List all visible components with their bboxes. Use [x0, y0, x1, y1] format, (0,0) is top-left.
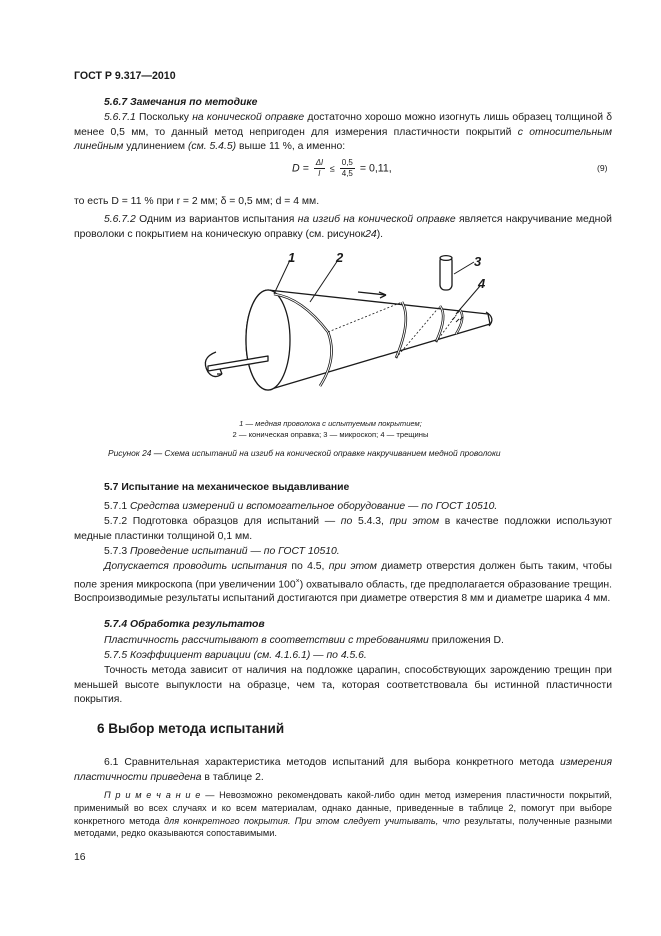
text-fragment: менее 0,5 мм, то данный метод непригоден для измерения пластичности покрытий — [74, 126, 512, 138]
para-number: 5.7.3 — [104, 546, 128, 557]
text-fragment: является накручивание медной проволоки с покрытием на коническую оправку (см. рисунок — [74, 214, 612, 240]
text-fragment: по — [340, 516, 353, 527]
paragraph-6-1 — [74, 756, 612, 785]
text-fragment: на конической оправке — [192, 112, 305, 123]
section-heading-5-7: 5.7 Испытание на механическое выдавливание — [104, 482, 350, 493]
figure-legend-line-2: 2 — коническая оправка; 3 — микроскоп; 4 — трещины — [232, 430, 429, 439]
paragraph-5-7-5: 5.7.5 Коэффициент вариации (см. 4.1.6.1) — по 4.5.6. — [104, 650, 367, 661]
fraction-denominator: l — [318, 169, 321, 178]
text-fragment: Допускается проводить испытания — [104, 561, 288, 572]
figure-label-2: 2 — [336, 250, 344, 265]
fraction-denominator: 4,5 — [341, 169, 353, 178]
text-fragment: по 4.5, — [291, 561, 325, 572]
paragraph-5-7-2 — [74, 515, 612, 544]
text-fragment: Сравнительная характеристика методов испытаний для выбора конкретного метода — [124, 757, 555, 768]
para-number: 5.6.7.1 — [104, 112, 136, 123]
para-number: 6.1 — [104, 757, 119, 768]
formula-fraction-1 — [314, 158, 325, 179]
note-label: П р и м е ч а н и е — [104, 790, 201, 800]
formula-rhs: = 0,11, — [359, 162, 392, 175]
fraction-numerator: 0,5 — [341, 158, 353, 167]
section-heading-6: 6 Выбор метода испытаний — [97, 721, 285, 736]
text-fragment: Подготовка образцов для испытаний — — [132, 516, 336, 527]
text-fragment: приложения D. — [431, 635, 504, 646]
text-fragment: Проведение испытаний — по ГОСТ 10510. — [130, 546, 340, 557]
para-number: 5.7.1 — [104, 501, 128, 512]
text-fragment: выше 11 %, а именно: — [238, 141, 346, 152]
figure-label-1: 1 — [288, 250, 296, 265]
text-fragment: для конкретного покрытия. При этом следует учитывать, что — [163, 815, 460, 826]
figure-legend-line-1: 1 — медная проволока с испытуемым покрытием; — [239, 419, 422, 428]
text-fragment: 5.4.3, — [357, 516, 384, 527]
microscope-icon — [440, 256, 452, 290]
text-fragment: (см. 5.4.5) — [187, 141, 237, 152]
figure-caption: Рисунок 24 — Схема испытаний на изгиб на конической оправке накручиванием медной проволоки — [108, 448, 501, 458]
para-number: 5.6.7.2 — [104, 214, 136, 225]
paragraph-allowed — [74, 560, 612, 607]
text-fragment: в таблице 2. — [204, 771, 264, 783]
text-fragment: с относительным линейным — [74, 126, 613, 152]
formula-le: ≤ — [329, 163, 335, 174]
document-code: ГОСТ Р 9.317—2010 — [74, 70, 176, 82]
text-fragment: в качестве подложки используют медные пластинки толщиной 0,1 мм. — [74, 516, 613, 542]
text-fragment: Поскольку — [139, 112, 189, 123]
text-fragment: ). — [376, 228, 384, 240]
paragraph-accuracy: Точность метода зависит от наличия на подложке царапин, способствующих зарождению трещин при меньшей высоте выпуклости на образце, чем та, которая соответствовала бы истинной пластичности покрытия. — [74, 665, 612, 705]
formula-number: (9) — [597, 163, 608, 173]
text-fragment: при этом — [389, 516, 440, 527]
section-heading-5-6-7: 5.6.7 Замечания по методике — [104, 97, 258, 108]
figure-label-3: 3 — [474, 254, 482, 269]
text-fragment: ) охватывало область, где предполагается образование трещин. Воспроизводимые результаты испытаний достигаются при диаметре отверстия 8 мм и диаметре шарика 4 мм. — [74, 578, 613, 605]
text-fragment: измерения пластичности приведена — [74, 757, 612, 783]
paragraph-5-7-3 — [74, 545, 612, 560]
text-fragment: — Невозможно рекомендовать какой-либо один метод измерения пластичности покрытий, применимый во всех случаях и ко всем материалам, однако данные, приведенные в таблице 2, помогут при выборе конкретного метода — [74, 790, 612, 826]
paragraph-5-7-1 — [74, 500, 612, 515]
text-fragment: диаметр отверстия должен быть таким, чтобы поле зрения микроскопа (при увеличении 100 — [74, 561, 613, 590]
text-fragment: удлинением — [126, 141, 186, 152]
para-number: 5.7.2 — [104, 516, 128, 527]
text-fragment: результаты, полученные разными методами, редко оказываются сопоставимыми. — [74, 815, 613, 839]
formula-lhs: D = — [292, 162, 309, 175]
text-fragment: на изгиб на конической оправке — [297, 214, 456, 225]
text-fragment: Пластичность рассчитывают в соответствии с требованиями — [104, 635, 429, 646]
text-fragment: Одним из вариантов испытания — [139, 214, 295, 225]
text-fragment: при этом — [328, 561, 377, 572]
formula-fraction-2 — [340, 158, 355, 179]
paragraph-formula-result: то есть D = 11 % при r = 2 мм; δ = 0,5 мм; d = 4 мм. — [74, 196, 320, 207]
fraction-numerator: Δl — [315, 158, 323, 167]
magnification-sign: × — [295, 577, 300, 585]
section-heading-5-7-4: 5.7.4 Обработка результатов — [104, 619, 265, 630]
paragraph-5-6-7-1 — [74, 111, 612, 155]
conical-mandrel-figure — [190, 248, 510, 408]
figure-ref: 24 — [365, 228, 377, 240]
text-fragment: достаточно хорошо можно изогнуть лишь образец толщиной — [307, 112, 604, 123]
page-number: 16 — [74, 852, 86, 863]
note-paragraph — [74, 789, 612, 840]
figure-label-4: 4 — [478, 276, 486, 291]
text-fragment: Средства измерений и вспомогательное оборудование — по ГОСТ 10510. — [130, 501, 498, 512]
delta-symbol: δ — [606, 112, 613, 123]
cone-base-front — [246, 290, 290, 390]
paragraph-5-6-7-2 — [74, 213, 612, 242]
paragraph-5-7-4 — [74, 634, 612, 649]
formula-9 — [292, 158, 392, 184]
